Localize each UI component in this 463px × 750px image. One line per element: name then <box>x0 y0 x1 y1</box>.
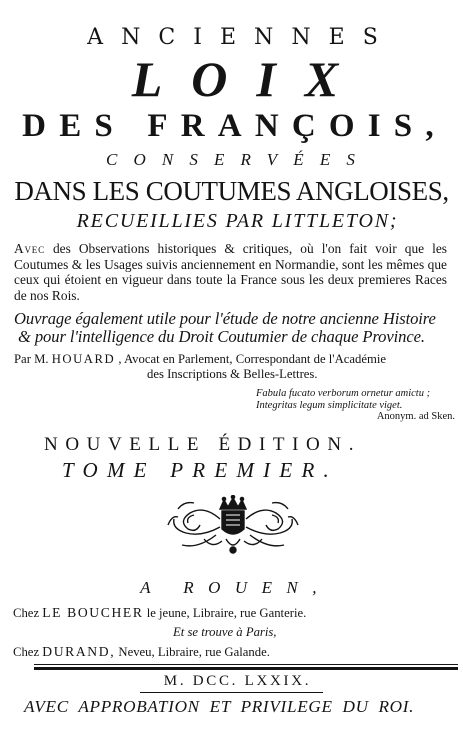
edition-label: NOUVELLE ÉDITION. <box>44 433 362 455</box>
publisher-3-address: Neveu, Libraire, rue Galande. <box>118 645 270 659</box>
epigraph-line-1: Fabula fucato verborum ornetur amictu ; <box>256 388 431 399</box>
publisher-line-2: Et se trouve à Paris, <box>173 625 277 639</box>
publisher-1-name: LE BOUCHER <box>42 605 144 620</box>
heading-recueillies: RECUEILLIES PAR LITTLETON; <box>76 210 399 232</box>
author-role-cont: des Inscriptions & Belles-Lettres. <box>147 367 318 381</box>
publisher-3-prefix: Chez <box>13 645 40 659</box>
divider-rule-short <box>140 692 323 693</box>
heading-des-francois: DES FRANÇOIS, <box>22 108 447 144</box>
description-paragraph <box>14 241 447 303</box>
publication-date: M. DCC. LXXIX. <box>163 673 312 689</box>
heading-coutumes-angloises: DANS LES COUTUMES ANGLOISES, <box>14 176 449 206</box>
volume-label: TOME PREMIER. <box>62 457 339 482</box>
purpose-statement <box>14 310 453 346</box>
divider-rule-thin <box>34 664 458 665</box>
author-role: , Avocat en Parlement, Correspondant de l'Académie <box>118 352 387 366</box>
description-lead: Avec <box>14 241 45 256</box>
epigraph-source: Anonym. ad Sken. <box>376 411 455 422</box>
publisher-line-3 <box>13 644 270 660</box>
purpose-line-1: Ouvrage également utile pour l'étude de notre ancienne Histoire <box>14 309 436 328</box>
purpose-line-2: & pour l'intelligence du Droit Coutumier de chaque Province. <box>18 327 425 346</box>
heading-conservees: CONSERVÉES <box>105 150 372 169</box>
divider-rule-thick <box>34 667 458 670</box>
epigraph-line-2: Integritas legum simplicitate viget. <box>256 399 403 411</box>
author-name: HOUARD <box>51 352 116 366</box>
author-prefix: Par M. <box>14 352 49 366</box>
fleuron-crown-ornament-icon <box>164 495 302 557</box>
privilege-line: AVEC APPROBATION ET PRIVILEGE DU ROI. <box>24 697 415 716</box>
description-text: des Observations historiques & critiques, où l'on fait voir que les Coutumes & les Usages suivis anciennement en Normandie, sont les mêmes que ceux qui étoient en vigueur dans toute la France sous les deux premieres Races de nos Rois. <box>14 241 447 303</box>
imprint-place: A ROUEN, <box>140 578 331 597</box>
publisher-line-1 <box>13 605 306 621</box>
heading-anciennes: ANCIENNES <box>87 25 396 50</box>
epigraph <box>256 388 463 423</box>
publisher-1-prefix: Chez <box>13 606 40 620</box>
author-line <box>14 352 457 382</box>
publisher-1-address: le jeune, Libraire, rue Ganterie. <box>146 606 307 620</box>
heading-loix: LOIX <box>131 51 368 107</box>
publisher-3-name: DURAND, <box>42 644 116 659</box>
